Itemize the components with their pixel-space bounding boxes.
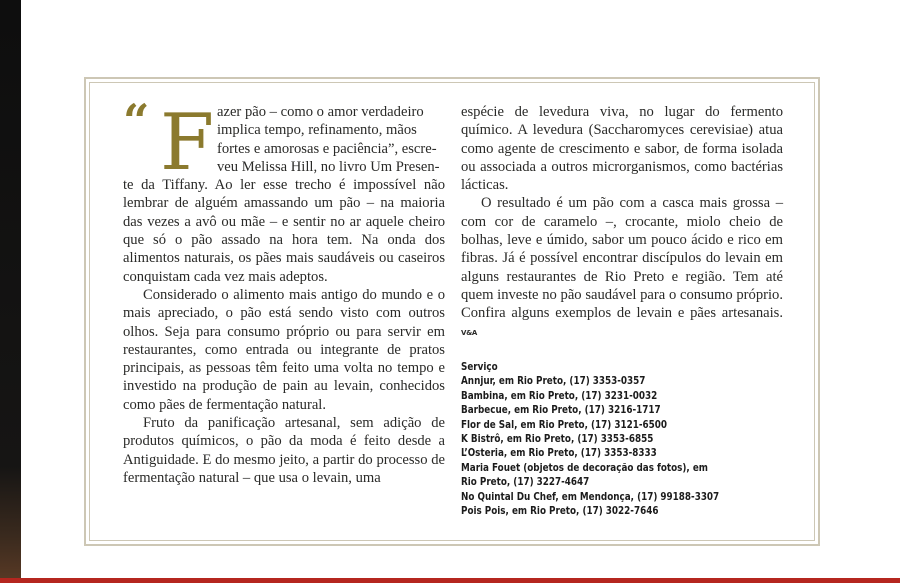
page-spine-edge xyxy=(0,0,21,583)
paragraph-3: Fruto da panificação artesanal, sem adição de produtos químicos, o pão da moda é feito desde a Antiguidade. E do mesmo jeito, a partir do processo de fermentação natural – que usa o levain, uma xyxy=(123,415,445,486)
servico-line: Maria Fouet (objetos de decoração das fotos), em xyxy=(461,462,708,474)
drop-cap: F xyxy=(160,98,215,188)
servico-box xyxy=(461,361,778,519)
lead-line-4: veu Melissa Hill, no livro Um Presen- xyxy=(217,158,440,175)
author-signature: V&A xyxy=(461,328,478,337)
bottom-red-bar xyxy=(0,578,900,583)
paragraph-3-continued: espécie de levedura viva, no lugar do fermento químico. A levedura (Saccharomyces cerevisiae) atua como agente de crescimento e sabor, de forma isolada ou associada a outros microrganismos, como bactérias lácticas. xyxy=(461,104,783,194)
paragraph-4 xyxy=(461,194,783,341)
servico-line: Flor de Sal, em Rio Preto, (17) 3121-6500 xyxy=(461,419,667,431)
article-column-right xyxy=(461,103,783,342)
lead-line-3: fortes e amorosas e paciência”, escre- xyxy=(217,140,437,157)
paragraph-1-rest: te da Tiffany. Ao ler esse trecho é impossível não lembrar de alguém amassando um pão – na maioria das vezes a avô ou mãe – e sentir no ar aquele cheiro que só o pão assado na hora tem. Na onda dos alimentos naturais, os pães mais saudáveis ou caseiros conquistam cada vez mais adeptos. xyxy=(123,177,445,285)
paragraph-1 xyxy=(123,98,445,286)
lead-line-1: azer pão – como o amor verdadeiro xyxy=(217,104,424,120)
article-column-left xyxy=(123,98,445,487)
servico-line: Pois Pois, em Rio Preto, (17) 3022-7646 xyxy=(461,506,659,518)
servico-line: Barbecue, em Rio Preto, (17) 3216-1717 xyxy=(461,405,661,417)
servico-title: Serviço xyxy=(461,362,498,373)
servico-line: K Bistrô, em Rio Preto, (17) 3353-6855 xyxy=(461,434,654,446)
servico-line: Bambina, em Rio Preto, (17) 3231-0032 xyxy=(461,390,658,402)
servico-line: Annjur, em Rio Preto, (17) 3353-0357 xyxy=(461,376,646,388)
paragraph-4-text: O resultado é um pão com a casca mais grossa – com cor de caramelo –, crocante, miolo cheio de bolhas, leve e úmido, sabor um pouco ácido e rico em fibras. Já é possível encontrar discípulos do levain em alguns restaurantes de Rio Preto e região. Tem até quem investe no pão saudável para o consumo próprio. Confira alguns exemplos de levain e pães artesanais. xyxy=(461,195,783,322)
servico-line: L’Osteria, em Rio Preto, (17) 3353-8333 xyxy=(461,448,657,460)
servico-line: Rio Preto, (17) 3227-4647 xyxy=(461,477,590,489)
opening-quote-mark: “ xyxy=(123,94,150,148)
lead-line-2: implica tempo, refinamento, mãos xyxy=(217,122,417,139)
paragraph-2: Considerado o alimento mais antigo do mundo e o mais apreciado, o pão está sendo visto com outros olhos. Seja para consumo próprio ou para servir em restaurantes, como entrada ou integrante de pratos principais, as pessoas têm feito uma volta no tempo e investido na produção de pain au levain, conhecidos como pães de fermentação natural. xyxy=(123,286,445,413)
servico-line: No Quintal Du Chef, em Mendonça, (17) 99188-3307 xyxy=(461,491,720,503)
